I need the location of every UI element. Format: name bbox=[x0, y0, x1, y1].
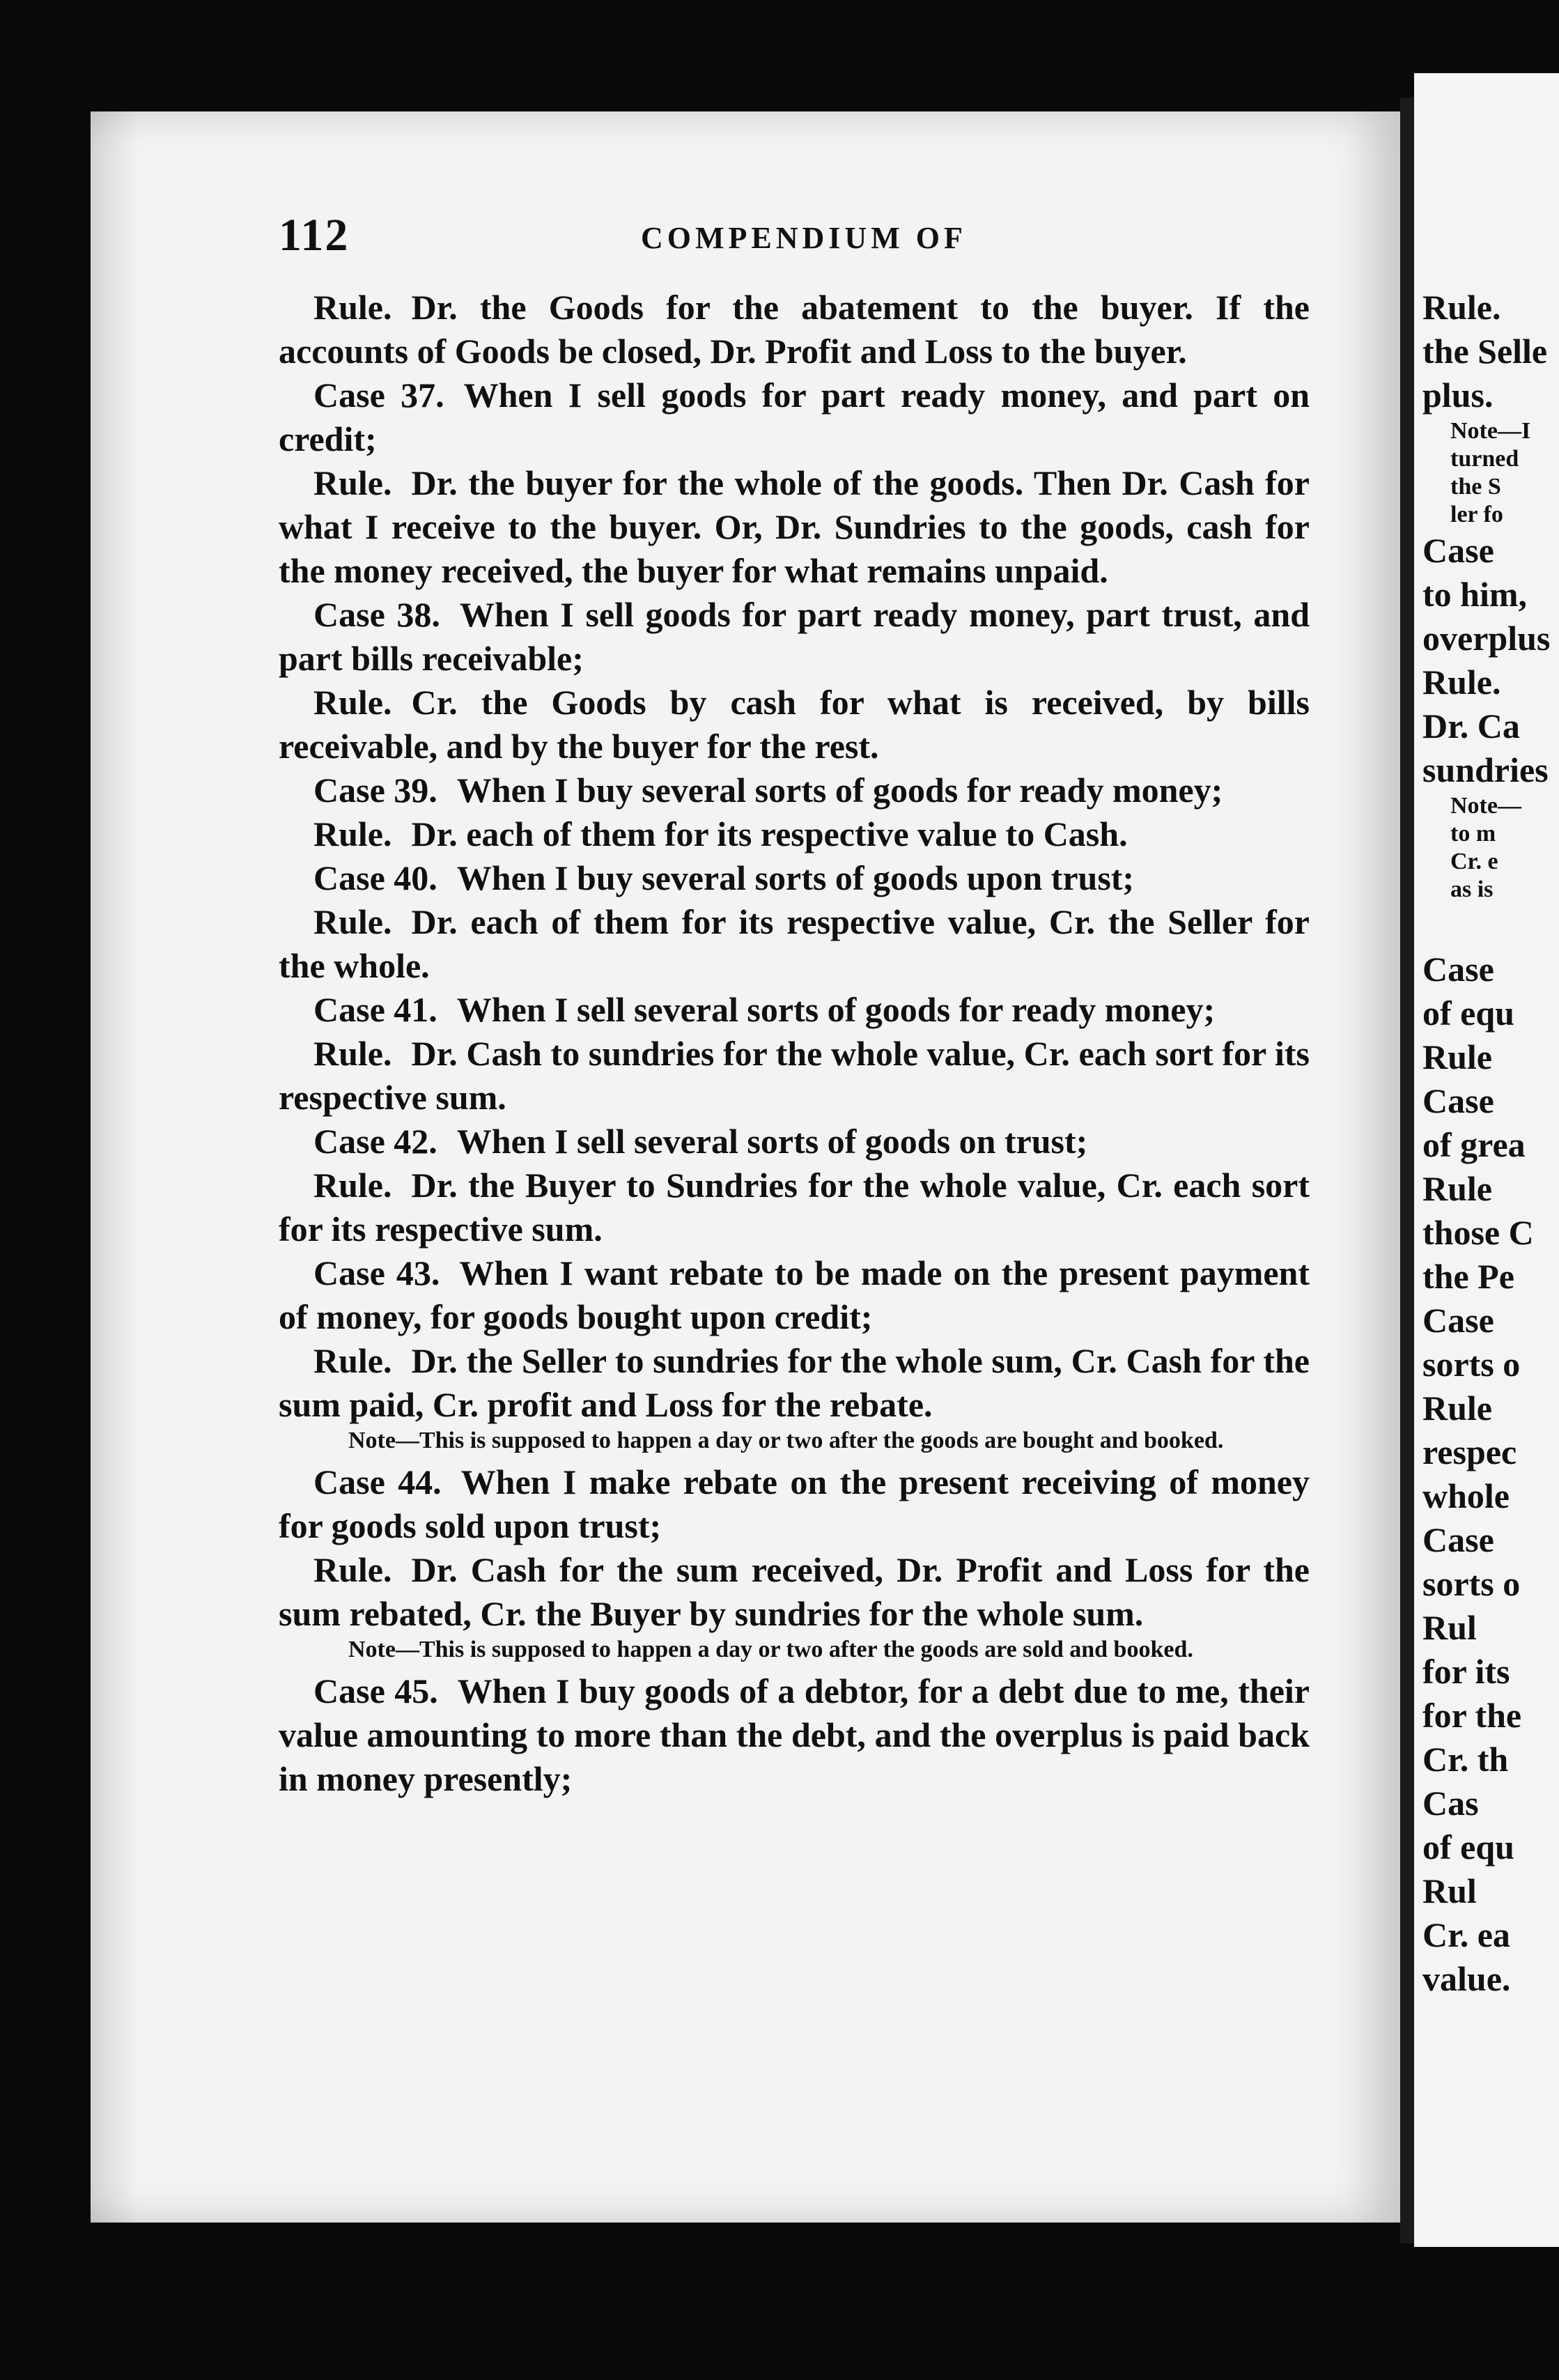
rule-paragraph bbox=[279, 1548, 1310, 1636]
paragraph-label: Rule. bbox=[313, 1341, 392, 1380]
right-page-line: Rule. bbox=[1422, 288, 1501, 327]
right-page-line: Note—I bbox=[1450, 418, 1531, 444]
paragraph-label: Rule. bbox=[313, 1550, 392, 1589]
right-page-line: the Pe bbox=[1422, 1257, 1514, 1296]
paragraph-text: When I sell goods for part ready money, part trust, and part bills receivable; bbox=[279, 595, 1310, 678]
right-page-line: Case bbox=[1422, 1301, 1494, 1340]
right-page-line: for its bbox=[1422, 1652, 1510, 1691]
right-page-line: whole bbox=[1422, 1476, 1510, 1515]
case-paragraph bbox=[279, 373, 1310, 461]
right-page-line: Cr. th bbox=[1422, 1740, 1509, 1779]
right-page-line: Rule. bbox=[1422, 663, 1501, 702]
right-page-line: Cr. e bbox=[1450, 849, 1498, 874]
paragraph-label: Case 45. bbox=[313, 1671, 438, 1710]
right-page-line: Rule bbox=[1422, 1389, 1492, 1428]
right-page-line: to him, bbox=[1422, 575, 1527, 614]
rule-paragraph bbox=[279, 1164, 1310, 1251]
right-page-line: turned bbox=[1450, 446, 1519, 472]
paragraph-text: Dr. each of them for its respective value to Cash. bbox=[411, 814, 1128, 853]
paragraph-text: When I sell goods for part ready money, and part on credit; bbox=[279, 376, 1310, 458]
right-page-line: of equ bbox=[1422, 994, 1514, 1033]
right-page-line: Cas bbox=[1422, 1784, 1479, 1823]
right-page-line: Rul bbox=[1422, 1608, 1477, 1647]
paragraph-text: Dr. the Buyer to Sundries for the whole value, Cr. each sort for its respective sum. bbox=[279, 1166, 1310, 1249]
paragraph-label: Rule. bbox=[313, 1166, 392, 1205]
paragraph-label: Rule. bbox=[313, 902, 392, 941]
right-page-line: Dr. Ca bbox=[1422, 706, 1520, 745]
paragraph-text: When I make rebate on the present receiving of money for goods sold upon trust; bbox=[279, 1462, 1310, 1545]
paragraph-label: Case 37. bbox=[313, 376, 444, 415]
right-page-line: sorts o bbox=[1422, 1345, 1521, 1384]
paragraph-text: Cr. the Goods by cash for what is received, by bills receivable, and by the buyer for the rest. bbox=[279, 683, 1310, 766]
paragraph-label: Case 40. bbox=[313, 858, 437, 897]
paragraph-label: Rule. bbox=[313, 683, 392, 722]
right-page-line: Rule bbox=[1422, 1037, 1492, 1076]
case-paragraph bbox=[279, 988, 1310, 1032]
page-header bbox=[279, 209, 1324, 293]
paragraph-text: Dr. the buyer for the whole of the goods. Then Dr. Cash for what I receive to the buyer. Or, Dr. Sundries to the goods, cash for the money received, the buyer for what remains unpaid. bbox=[279, 463, 1310, 590]
right-page-line: Case bbox=[1422, 531, 1494, 570]
right-page-line: plus. bbox=[1422, 376, 1494, 415]
right-page-line: the Selle bbox=[1422, 332, 1548, 371]
case-paragraph bbox=[279, 1669, 1310, 1801]
running-head: COMPENDIUM OF bbox=[641, 221, 967, 255]
paragraph-label: Rule. bbox=[313, 288, 392, 327]
rule-paragraph bbox=[279, 681, 1310, 768]
rule-paragraph bbox=[279, 1339, 1310, 1427]
paragraph-label: Rule. bbox=[313, 814, 392, 853]
right-page-line: Case bbox=[1422, 1520, 1494, 1559]
rule-paragraph bbox=[279, 1032, 1310, 1120]
paragraph-text: When I buy goods of a debtor, for a debt due to me, their value amounting to more than the debt, and the overplus is paid back in money presently; bbox=[279, 1671, 1310, 1798]
paragraph-text: When I buy several sorts of goods upon trust; bbox=[456, 858, 1135, 897]
right-page-line: Rul bbox=[1422, 1871, 1477, 1910]
right-page-line: value. bbox=[1422, 1959, 1511, 1998]
paragraph-text: Dr. Cash to sundries for the whole value, Cr. each sort for its respective sum. bbox=[279, 1034, 1310, 1117]
right-page-line: for the bbox=[1422, 1696, 1522, 1735]
rule-paragraph bbox=[279, 286, 1310, 373]
right-page-line: as is bbox=[1450, 876, 1494, 902]
case-paragraph bbox=[279, 1120, 1310, 1164]
right-page-line: sorts o bbox=[1422, 1564, 1521, 1603]
paragraph-label: Case 44. bbox=[313, 1462, 442, 1501]
paragraph-text: Dr. the Seller to sundries for the whole sum, Cr. Cash for the sum paid, Cr. profit and Loss for the rebate. bbox=[279, 1341, 1310, 1424]
paragraph-text: Dr. Cash for the sum received, Dr. Profit and Loss for the sum rebated, Cr. the Buyer by sundries for the whole sum. bbox=[279, 1550, 1310, 1633]
footnote: Note—This is supposed to happen a day or two after the goods are bought and booked. bbox=[348, 1428, 1224, 1453]
right-page-line: of grea bbox=[1422, 1125, 1526, 1164]
right-page-line: of equ bbox=[1422, 1828, 1514, 1867]
case-paragraph bbox=[279, 1460, 1310, 1548]
right-page-line: Case bbox=[1422, 1081, 1494, 1120]
case-paragraph bbox=[279, 1251, 1310, 1339]
right-page-line: to m bbox=[1450, 821, 1496, 847]
paragraph-label: Rule. bbox=[313, 463, 392, 502]
case-paragraph bbox=[279, 593, 1310, 681]
footnote: Note—This is supposed to happen a day or two after the goods are sold and booked. bbox=[348, 1637, 1193, 1662]
paragraph-label: Case 38. bbox=[313, 595, 440, 634]
right-page-line: Cr. ea bbox=[1422, 1915, 1510, 1954]
paragraph-text: When I want rebate to be made on the present payment of money, for goods bought upon credit; bbox=[279, 1253, 1310, 1336]
paragraph-label: Case 43. bbox=[313, 1253, 440, 1292]
rule-paragraph bbox=[279, 812, 1310, 856]
right-page-line: the S bbox=[1450, 474, 1501, 500]
case-paragraph bbox=[279, 768, 1310, 812]
paragraph-text: Dr. each of them for its respective value, Cr. the Seller for the whole. bbox=[279, 902, 1310, 985]
paragraph-label: Case 41. bbox=[313, 990, 437, 1029]
book-gutter bbox=[1400, 98, 1414, 2243]
right-page-line: respec bbox=[1422, 1432, 1517, 1471]
paragraph-text: Dr. the Goods for the abatement to the buyer. If the accounts of Goods be closed, Dr. Profit and Loss to the buyer. bbox=[279, 288, 1310, 371]
right-page-line: Case bbox=[1422, 950, 1494, 989]
right-page-line bbox=[1422, 904, 1559, 948]
right-page-line: ler fo bbox=[1450, 502, 1503, 527]
page-body bbox=[279, 286, 1310, 1801]
paragraph-text: When I sell several sorts of goods on trust; bbox=[456, 1122, 1088, 1161]
paragraph-text: When I buy several sorts of goods for ready money; bbox=[456, 771, 1223, 810]
page-number: 112 bbox=[279, 210, 350, 261]
right-page-line: Rule bbox=[1422, 1169, 1492, 1208]
case-paragraph bbox=[279, 856, 1310, 900]
right-page-line: Note— bbox=[1450, 793, 1521, 819]
right-page-line: those C bbox=[1422, 1213, 1534, 1252]
paragraph-label: Case 42. bbox=[313, 1122, 437, 1161]
right-page-fragments bbox=[1422, 286, 1559, 2001]
paragraph-label: Rule. bbox=[313, 1034, 392, 1073]
right-page bbox=[1414, 73, 1559, 2247]
rule-paragraph bbox=[279, 461, 1310, 593]
right-page-line: overplus bbox=[1422, 619, 1551, 658]
paragraph-text: When I sell several sorts of goods for ready money; bbox=[456, 990, 1216, 1029]
right-page-line: sundries bbox=[1422, 750, 1549, 789]
paragraph-label: Case 39. bbox=[313, 771, 437, 810]
rule-paragraph bbox=[279, 900, 1310, 988]
